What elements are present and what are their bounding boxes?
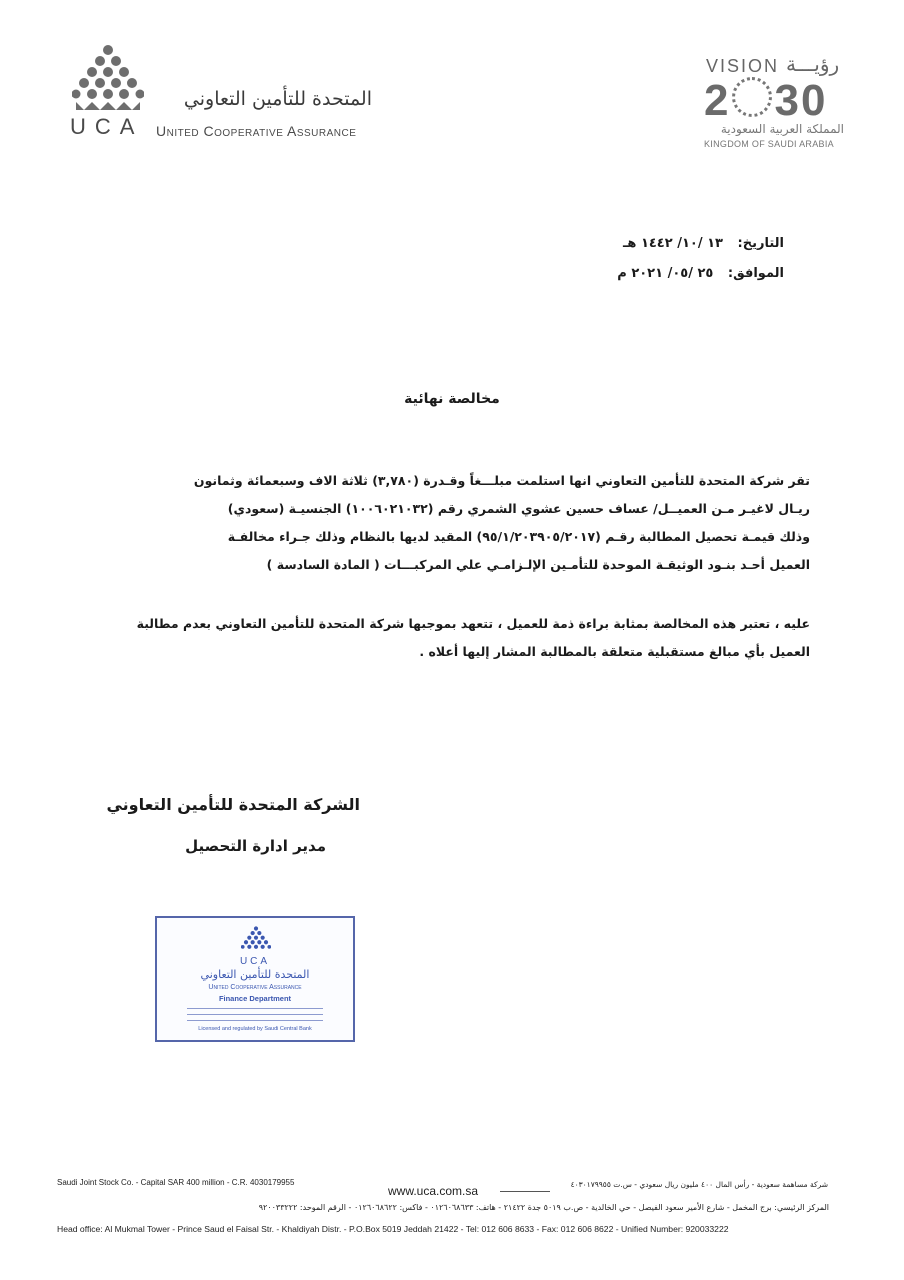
footer-headoffice-english: Head office: Al Mukmal Tower - Prince Saud el Faisal Str. - Khaldiyah Distr. - P.O.Box 5019 Jeddah 21422 - Tel: 012 606 8633 - Fax: 012 606 8622 - Unified Number: 920033222 [57, 1224, 729, 1234]
signature-role: مدير ادارة التحصيل [185, 837, 326, 855]
document-title: مخالصة نهائية [404, 391, 500, 407]
body-line: تقر شركة المتحدة للتأمين التعاوني انها استلمت مبلـــغاً وقـدرة (٣,٧٨٠) ثلاثة الاف وسبعمائة وثمانون [193, 473, 810, 488]
vision-2030-logo [704, 76, 827, 126]
company-name-english: United Cooperative Assurance [156, 123, 357, 139]
body-paragraph-1 [110, 467, 810, 579]
stamp-license: Licensed and regulated by Saudi Central Bank [198, 1026, 312, 1032]
vision-word: VISION [706, 56, 780, 76]
date-gregorian-value: ٢٥ /٠٥/ ٢٠٢١ م [617, 266, 714, 281]
stamp-name-english: United Cooperative Assurance [208, 984, 302, 991]
stamp-logo-icon [241, 926, 271, 956]
finance-stamp [155, 916, 355, 1042]
body-line: العميل أحـد بنـود الوثيقـة الموحدة للتأمـين الإلـزامـي علي المركبـــات ( المادة السادسة ) [266, 557, 810, 572]
date-hijri-row [484, 236, 784, 251]
uca-logo-icon [72, 44, 144, 116]
footer-divider [500, 1191, 550, 1192]
body-line: وذلك قيمـة تحصيل المطالبة رقـم (٩٥/١/٢٠٣٩٠٥/٢٠١٧) المقيد لديها بالنظام وذلك جـراء مخالفـة [227, 529, 810, 544]
vision-arabic: رؤيـــة [786, 52, 840, 76]
body-paragraph-2 [110, 610, 810, 666]
vision-zero-icon [732, 77, 772, 117]
date-hijri-label: التاريخ: [737, 236, 784, 251]
signature-company: الشركة المتحدة للتأمين التعاوني [106, 795, 360, 814]
date-hijri-value: ١٣ /١٠/ ١٤٤٢ هـ [622, 236, 723, 251]
footer-headoffice-arabic: المركز الرئيسي: برج المخمل - شارع الأمير سعود الفيصل - حي الخالدية - ص.ب ٥٠١٩ جدة ٢١٤٢٢ - هاتف: ٠١٢٦٠٦٨٦٣٣ - فاكس: ٠١٢٦٠٦٨٦٢٢ - الرقم الموحد: ٩٢٠٠٣٣٢٢٢ [258, 1203, 829, 1212]
stamp-scribble [187, 1008, 323, 1009]
stamp-letters: UCA [239, 956, 271, 967]
vision-year-b: 30 [774, 76, 828, 125]
date-gregorian-label: الموافق: [727, 266, 784, 281]
stamp-scribble [187, 1020, 323, 1021]
uca-logo-letters: UCA [70, 114, 144, 139]
footer-capital-english: Saudi Joint Stock Co. - Capital SAR 400 million - C.R. 4030179955 [57, 1178, 295, 1187]
kingdom-arabic: المملكة العربية السعودية [720, 122, 844, 136]
kingdom-english: KINGDOM OF SAUDI ARABIA [704, 139, 834, 149]
stamp-scribble [187, 1014, 323, 1015]
date-gregorian-row [484, 266, 784, 281]
body-line: ريـال لاغيـر مـن العميــل/ عساف حسين عشوي الشمري رقم (١٠٠٦٠٢١٠٣٢) الجنسيـة (سعودي) [227, 501, 810, 516]
stamp-department: Finance Department [218, 994, 292, 1003]
company-name-arabic: المتحدة للتأمين التعاوني [183, 88, 372, 110]
footer-website-link[interactable]: www.uca.com.sa [388, 1184, 479, 1198]
stamp-name-arabic: المتحدة للتأمين التعاوني [200, 968, 310, 981]
footer-capital-arabic: شركة مساهمة سعودية - رأس المال ٤٠٠ مليون ريال سعودي - س.ت ٤٠٣٠١٧٩٩٥٥ [570, 1180, 828, 1189]
vision-year-a: 2 [704, 76, 731, 125]
body-line: عليه ، تعتبر هذه المخالصة بمثابة براءة ذمة للعميل ، تتعهد بموجبها شركة المتحدة للتأمين التعاوني بعدم مطالبة [136, 616, 810, 631]
body-line: العميل بأي مبالغ مستقبلية متعلقة بالمطالبة المشار إليها أعلاه . [419, 644, 810, 659]
